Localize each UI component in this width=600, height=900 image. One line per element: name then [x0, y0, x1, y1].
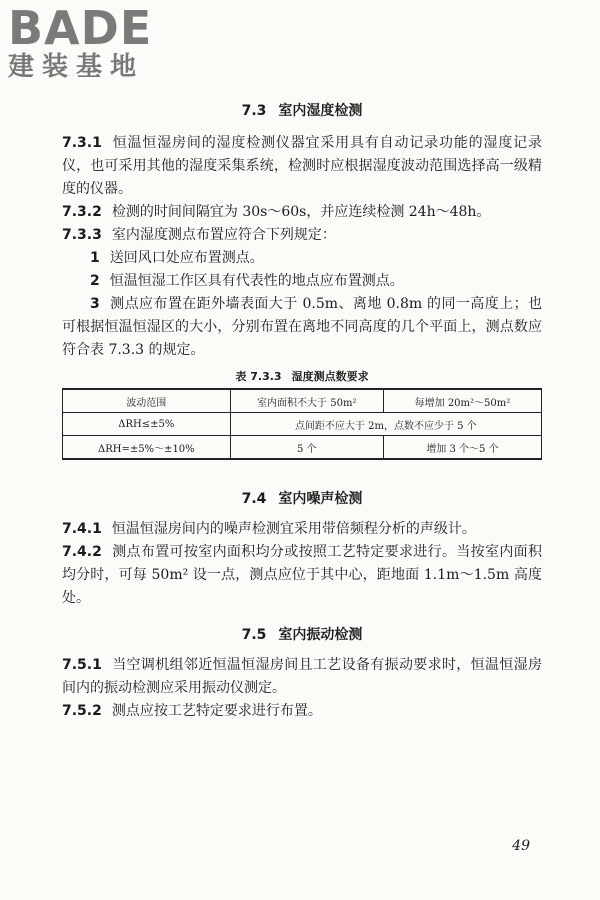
section-heading-7-3 [62, 98, 542, 124]
section-heading-7-4 [62, 486, 542, 512]
clause-number: 7.3.2 [62, 204, 102, 220]
clause-text: 恒温恒湿房间的湿度检测仪器宜采用具有自动记录功能的湿度记录仪，也可采用其他的湿度采集系统，检测时应根据湿度波动范围选择高一级精度的仪器。 [62, 135, 542, 197]
table-header-cell: 波动范围 [63, 389, 231, 413]
humidity-points-table [62, 388, 542, 460]
clause-text: 测点布置可按室内面积均分或按照工艺特定要求进行。当按室内面积均分时，可每 50m² 设一点，测点应位于其中心，距地面 1.1m～1.5m 高度处。 [62, 544, 542, 606]
table-cell: 点间距不应大于 2m，点数不应少于 5 个 [230, 413, 541, 436]
logo-wordmark: BADE [8, 1, 153, 55]
section-number: 7.4 [241, 491, 267, 507]
item-text: 测点应布置在距外墙表面大于 0.5m、离地 0.8m 的同一高度上；也可根据恒温恒湿区的大小，分别布置在离地不同高度的几个平面上，测点数应符合表 7.3.3 的规定。 [62, 296, 542, 358]
section-number: 7.3 [241, 103, 267, 119]
list-item [62, 293, 542, 362]
clause-text: 检测的时间间隔宜为 30s～60s，并应连续检测 24h～48h。 [111, 204, 491, 220]
clause-number: 7.4.2 [62, 544, 102, 560]
clause-7-4-1 [62, 518, 542, 541]
clause-7-3-1 [62, 132, 542, 201]
section-title: 室内湿度检测 [278, 103, 363, 119]
clause-number: 7.3.1 [62, 135, 102, 151]
list-item [62, 270, 542, 293]
table-caption [62, 368, 542, 384]
table-cell: 5 个 [230, 436, 383, 460]
logo-subtitle: 建装基地 [8, 52, 145, 82]
clause-text: 当空调机组邻近恒温恒湿房间且工艺设备有振动要求时，恒温恒湿房间内的振动检测应采用振动仪测定。 [62, 657, 542, 696]
clause-text: 测点应按工艺特定要求进行布置。 [111, 703, 322, 719]
item-text: 恒温恒湿工作区具有代表性的地点应布置测点。 [109, 273, 404, 289]
section-title: 室内振动检测 [278, 627, 363, 643]
table-cell: ΔRH=±5%～±10% [63, 436, 231, 460]
table-cell: 增加 3 个～5 个 [383, 436, 541, 460]
table-header-cell: 室内面积不大于 50m² [230, 389, 383, 413]
section-title: 室内噪声检测 [278, 491, 363, 507]
table-title: 湿度测点数要求 [291, 370, 369, 383]
list-item [62, 247, 542, 270]
table-number: 表 7.3.3 [235, 370, 282, 383]
item-number: 1 [90, 250, 100, 266]
item-number: 3 [90, 296, 100, 312]
clause-number: 7.4.1 [62, 521, 102, 537]
page-number: 49 [512, 838, 530, 854]
clause-number: 7.3.3 [62, 227, 102, 243]
clause-7-3-2 [62, 201, 542, 224]
clause-number: 7.5.1 [62, 657, 102, 673]
table-cell: ΔRH≤±5% [63, 413, 231, 436]
table-header-row [63, 389, 542, 413]
table-row [63, 413, 542, 436]
section-heading-7-5 [62, 622, 542, 648]
clause-text: 室内湿度测点布置应符合下列规定： [111, 227, 336, 243]
bade-logo [8, 1, 183, 82]
clause-7-4-2 [62, 541, 542, 610]
table-header-cell: 每增加 20m²～50m² [383, 389, 541, 413]
item-text: 送回风口处应布置测点。 [109, 250, 264, 266]
clause-text: 恒温恒湿房间内的噪声检测宜采用带倍频程分析的声级计。 [111, 521, 476, 537]
clause-7-5-2 [62, 700, 542, 723]
clause-7-3-3 [62, 224, 542, 247]
item-number: 2 [90, 273, 100, 289]
page-body [62, 98, 542, 723]
section-number: 7.5 [241, 627, 267, 643]
table-row [63, 436, 542, 460]
clause-7-5-1 [62, 654, 542, 700]
clause-number: 7.5.2 [62, 703, 102, 719]
